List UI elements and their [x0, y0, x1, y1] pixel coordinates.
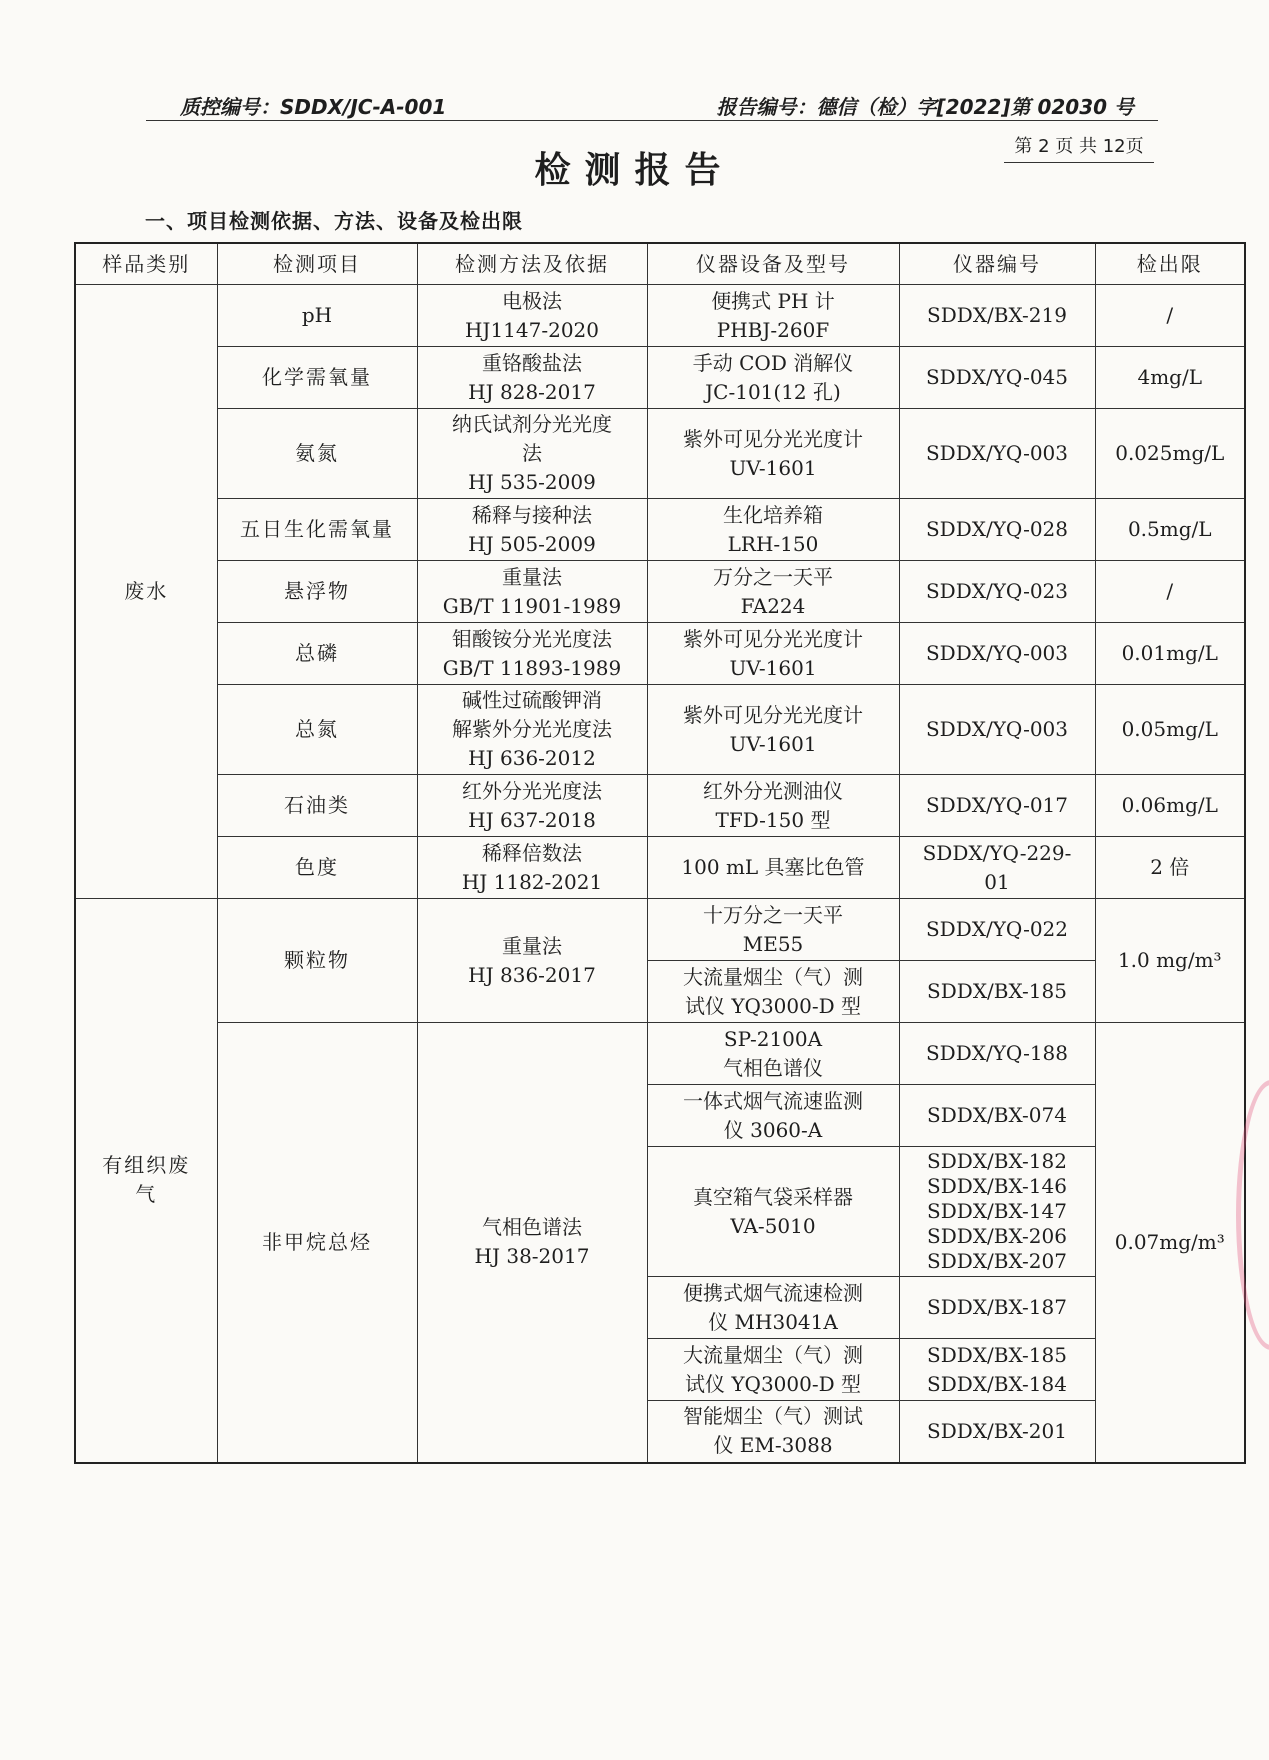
cell-line: 纳氏试剂分光光度: [452, 412, 612, 436]
report-title: 检测报告: [534, 150, 735, 191]
cell-line: 便携式烟气流速检测: [683, 1280, 863, 1305]
cell-line: HJ1147-2020: [464, 317, 599, 342]
cell-line: 解紫外分光光度法: [452, 717, 612, 741]
cell-line: 红外分光光度法: [462, 778, 602, 803]
cell-line: SDDX/BX-207: [927, 1249, 1067, 1273]
header-number: 仪器编号: [899, 243, 1095, 285]
cell-line: 01: [984, 869, 1010, 894]
cell-line: 稀释倍数法: [482, 840, 582, 865]
header-item: 检测项目: [217, 243, 417, 285]
cell-line: 稀释与接种法: [472, 502, 592, 527]
number-cell: [899, 1085, 1095, 1147]
method-cell: [417, 285, 647, 347]
section-title: 一、项目检测依据、方法、设备及检出限: [145, 209, 523, 233]
cell-line: SDDX/BX-185: [927, 979, 1067, 1003]
cell-line: 电极法: [502, 288, 562, 313]
cell-line: 万分之一天平: [713, 564, 833, 589]
cell-line: HJ 828-2017: [468, 379, 596, 404]
cell-line: SDDX/BX-074: [927, 1103, 1067, 1127]
cell-line: SDDX/YQ-003: [925, 641, 1068, 665]
equipment-cell: [647, 775, 899, 837]
number-cell: [899, 561, 1095, 623]
cell-line: HJ 505-2009: [468, 531, 596, 556]
cell-line: SDDX/YQ-003: [925, 441, 1068, 465]
cell-line: HJ 636-2012: [468, 746, 596, 770]
cell-line: 真空箱气袋采样器: [693, 1184, 853, 1209]
cell-line: 便携式 PH 计: [711, 288, 835, 313]
cell-line: 红外分光测油仪: [703, 778, 843, 803]
limit-cell: 0.05mg/L: [1095, 685, 1245, 775]
item-cell: 石油类: [217, 775, 417, 837]
table-row: [75, 837, 1245, 899]
header-category: 样品类别: [75, 243, 217, 285]
equipment-cell: [647, 623, 899, 685]
detection-table: [74, 242, 1246, 1464]
method-cell: [417, 561, 647, 623]
equipment-cell: [647, 1085, 899, 1147]
method-cell: [417, 499, 647, 561]
item-cell: 总磷: [217, 623, 417, 685]
cell-line: 紫外可见分光光度计: [683, 426, 863, 451]
number-cell: [899, 1277, 1095, 1339]
number-cell: [899, 899, 1095, 961]
table-row: [75, 285, 1245, 347]
cell-line: FA224: [740, 593, 806, 618]
number-cell: [899, 409, 1095, 499]
cell-line: 手动 COD 消解仪: [692, 350, 854, 375]
limit-cell: 0.01mg/L: [1095, 623, 1245, 685]
limit-cell: 1.0 mg/m³: [1095, 899, 1245, 1023]
cell-line: 智能烟尘（气）测试: [683, 1404, 863, 1429]
cell-line: 仪 MH3041A: [708, 1309, 838, 1334]
cell-line: 一体式烟气流速监测: [683, 1088, 863, 1113]
cell-line: HJ 637-2018: [468, 807, 596, 832]
item-cell: 氨氮: [217, 409, 417, 499]
cell-line: PHBJ-260F: [716, 317, 830, 342]
cell-line: 重量法: [502, 564, 562, 589]
cell-line: SDDX/BX-185: [927, 1342, 1067, 1367]
number-cell: [899, 623, 1095, 685]
cell-line: 100 mL 具塞比色管: [681, 855, 865, 879]
cell-line: GB/T 11893-1989: [442, 655, 622, 680]
table-row: [75, 1023, 1245, 1085]
equipment-cell: [647, 499, 899, 561]
equipment-cell: [647, 685, 899, 775]
cell-line: SDDX/BX-182: [927, 1149, 1067, 1173]
equipment-cell: [647, 1277, 899, 1339]
limit-cell: /: [1095, 285, 1245, 347]
method-cell: [417, 899, 647, 1023]
cell-line: SDDX/BX-201: [927, 1418, 1067, 1443]
table-row: [75, 685, 1245, 775]
limit-cell: /: [1095, 561, 1245, 623]
cell-line: UV-1601: [729, 455, 817, 480]
cell-line: SDDX/YQ-028: [925, 517, 1068, 541]
table-row: [75, 347, 1245, 409]
category-cell: 有组织废气: [75, 899, 217, 1463]
number-cell: [899, 499, 1095, 561]
item-cell: 非甲烷总烃: [217, 1023, 417, 1463]
number-cell: [899, 685, 1095, 775]
number-cell: [899, 1023, 1095, 1085]
item-cell: 悬浮物: [217, 561, 417, 623]
cell-line: 仪 3060-A: [723, 1117, 823, 1142]
equipment-cell: [647, 837, 899, 899]
cell-line: SP-2100A: [723, 1026, 823, 1051]
cell-line: HJ 38-2017: [474, 1244, 590, 1269]
cell-line: 十万分之一天平: [703, 902, 843, 927]
cell-line: 紫外可见分光光度计: [683, 702, 863, 727]
cell-line: SDDX/BX-187: [927, 1295, 1067, 1319]
cell-line: SDDX/YQ-229-: [922, 840, 1072, 865]
table-row: [75, 899, 1245, 961]
cell-line: HJ 535-2009: [468, 470, 596, 494]
cell-line: SDDX/YQ-023: [925, 579, 1068, 603]
item-cell: pH: [217, 285, 417, 347]
cell-line: UV-1601: [729, 655, 817, 680]
header-limit: 检出限: [1095, 243, 1245, 285]
equipment-cell: [647, 1339, 899, 1401]
item-cell: 色度: [217, 837, 417, 899]
cell-line: HJ 1182-2021: [461, 869, 603, 894]
cell-line: SDDX/YQ-045: [925, 365, 1068, 389]
limit-cell: 0.06mg/L: [1095, 775, 1245, 837]
item-cell: 五日生化需氧量: [217, 499, 417, 561]
cell-line: SDDX/YQ-188: [925, 1041, 1068, 1065]
page-info: 第 2 页 共 12页: [1004, 132, 1154, 163]
cell-line: SDDX/YQ-022: [925, 917, 1068, 941]
table-row: [75, 409, 1245, 499]
cell-line: ME55: [742, 931, 804, 956]
method-cell: [417, 409, 647, 499]
limit-cell: 2 倍: [1095, 837, 1245, 899]
category-cell: 废水: [75, 285, 217, 899]
cell-line: SDDX/YQ-017: [925, 793, 1068, 817]
equipment-cell: [647, 1401, 899, 1463]
cell-line: GB/T 11901-1989: [442, 593, 622, 618]
number-cell: [899, 837, 1095, 899]
cell-line: 重量法: [502, 933, 562, 958]
method-cell: [417, 775, 647, 837]
qc-number: 质控编号：SDDX/JC-A-001: [180, 95, 447, 119]
cell-line: SDDX/BX-184: [927, 1371, 1067, 1396]
cell-line: 大流量烟尘（气）测: [683, 1342, 863, 1367]
header-equipment: 仪器设备及型号: [647, 243, 899, 285]
equipment-cell: [647, 285, 899, 347]
table-row: [75, 561, 1245, 623]
limit-cell: 0.5mg/L: [1095, 499, 1245, 561]
equipment-cell: [647, 1147, 899, 1277]
table-row: [75, 775, 1245, 837]
table-row: [75, 623, 1245, 685]
equipment-cell: [647, 409, 899, 499]
report-number: 报告编号：德信（检）字[2022]第 02030 号: [716, 95, 1134, 119]
method-cell: [417, 623, 647, 685]
cell-line: 试仪 YQ3000-D 型: [684, 993, 861, 1018]
method-cell: [417, 685, 647, 775]
cell-line: 紫外可见分光光度计: [683, 626, 863, 651]
method-cell: [417, 837, 647, 899]
item-cell: 总氮: [217, 685, 417, 775]
document-header: [146, 90, 1158, 121]
equipment-cell: [647, 1023, 899, 1085]
method-cell: [417, 347, 647, 409]
equipment-cell: [647, 347, 899, 409]
number-cell: [899, 285, 1095, 347]
cell-line: TFD-150 型: [715, 807, 831, 832]
cell-line: HJ 836-2017: [468, 962, 596, 987]
number-cell: [899, 961, 1095, 1023]
item-cell: 化学需氧量: [217, 347, 417, 409]
cell-line: 仪 EM-3088: [713, 1433, 833, 1458]
cell-line: 重铬酸盐法: [482, 350, 582, 375]
header-method: 检测方法及依据: [417, 243, 647, 285]
cell-line: 碱性过硫酸钾消: [462, 688, 602, 712]
cell-line: 气相色谱法: [482, 1215, 582, 1240]
cell-line: VA-5010: [730, 1213, 816, 1238]
equipment-cell: [647, 961, 899, 1023]
cell-line: UV-1601: [729, 731, 817, 756]
table-header-row: [75, 243, 1245, 285]
method-cell: [417, 1023, 647, 1463]
number-cell: [899, 347, 1095, 409]
cell-line: 大流量烟尘（气）测: [683, 964, 863, 989]
limit-cell: 0.07mg/m³: [1095, 1023, 1245, 1463]
cell-line: SDDX/BX-206: [927, 1224, 1067, 1248]
cell-line: SDDX/BX-219: [927, 303, 1067, 327]
cell-line: SDDX/YQ-003: [925, 717, 1068, 741]
cell-line: SDDX/BX-146: [927, 1174, 1067, 1198]
cell-line: 气相色谱仪: [723, 1055, 823, 1080]
table-row: [75, 499, 1245, 561]
limit-cell: 4mg/L: [1095, 347, 1245, 409]
cell-line: JC-101(12 孔): [705, 379, 841, 404]
number-cell: [899, 1147, 1095, 1277]
limit-cell: 0.025mg/L: [1095, 409, 1245, 499]
equipment-cell: [647, 899, 899, 961]
cell-line: 生化培养箱: [723, 502, 823, 527]
cell-line: LRH-150: [727, 531, 819, 556]
equipment-cell: [647, 561, 899, 623]
number-cell: [899, 1401, 1095, 1463]
cell-line: SDDX/BX-147: [927, 1199, 1067, 1223]
cell-line: 试仪 YQ3000-D 型: [684, 1371, 861, 1396]
number-cell: [899, 775, 1095, 837]
cell-line: 法: [522, 441, 542, 465]
number-cell: [899, 1339, 1095, 1401]
item-cell: 颗粒物: [217, 899, 417, 1023]
cell-line: 钼酸铵分光光度法: [452, 626, 612, 651]
